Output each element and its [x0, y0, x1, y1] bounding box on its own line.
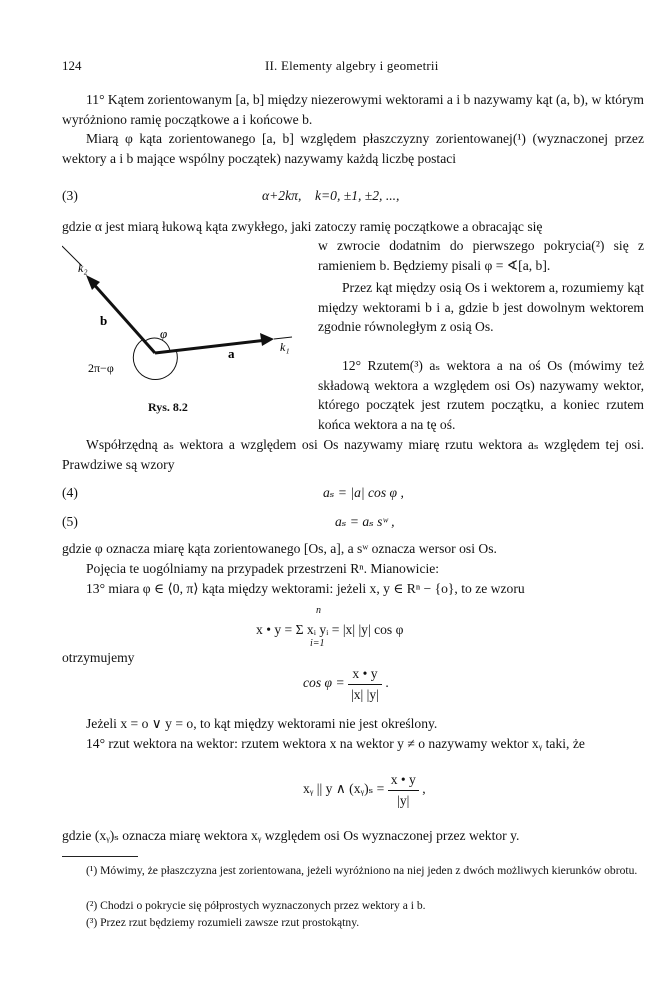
arrowhead-a: [260, 333, 274, 346]
sum-upper-limit: n: [316, 605, 321, 616]
paragraph-projection-measure: gdzie (xᵧ)ₛ oznacza miarę wektora xᵧ względem osi Os wyznaczonej przez wektor y.: [62, 828, 520, 843]
paragraph-wrap-1: w zwrocie dodatnim do pierwszego pokrycia(²) się z ramieniem b. Będziemy pisali φ = ∢[a, b].: [318, 238, 644, 273]
paragraph-alpha: gdzie α jest miarą łukową kąta zwykłego, jaki zatoczy ramię początkowe a obracając się: [62, 219, 543, 234]
label-a: a: [228, 346, 235, 361]
equation-5: aₛ = aₛ sʷ ,: [335, 514, 395, 529]
equation-cosine: [303, 664, 389, 704]
equation-4: aₛ = |a| cos φ ,: [323, 485, 404, 500]
arc-2pi-phi: [133, 340, 177, 380]
figure-angle-diagram: [62, 240, 312, 410]
cosine-end: .: [385, 675, 389, 691]
running-title: II. Elementy algebry i geometrii: [265, 58, 439, 73]
label-k2: k₂: [78, 261, 88, 275]
footnote-rule: [62, 856, 138, 857]
paragraph-undefined: Jeżeli x = o ∨ y = o, to kąt między wektorami nie jest określony.: [86, 716, 438, 731]
paragraph-obtain: otrzymujemy: [62, 650, 135, 665]
sum-lower-limit: i=1: [310, 638, 325, 649]
projection-fraction: [388, 770, 419, 810]
projection-numerator: x • y: [388, 770, 419, 791]
figure-caption: Rys. 8.2: [148, 400, 188, 414]
equation-5-label: (5): [62, 514, 78, 529]
equation-dot-product: x • y = Σ xᵢ yᵢ = |x| |y| cos φ: [256, 622, 404, 637]
label-phi: φ: [160, 326, 168, 341]
ray-k1: [274, 337, 292, 339]
paragraph-generalize: Pojęcia te uogólniamy na przypadek przestrzeni Rⁿ. Mianowicie:: [86, 561, 440, 576]
paragraph-angle-measure: Miarą φ kąta zorientowanego [a, b] względem płaszczyzny zorientowanej(¹) (wyznaczonej przez wektory a i b mające wspólny początek) nazywamy każdą liczbę postaci: [62, 131, 644, 166]
equation-3-label: (3): [62, 188, 78, 203]
cosine-lhs: cos φ =: [303, 675, 345, 691]
equation-4-label: (4): [62, 485, 78, 500]
projection-denominator: |y|: [397, 792, 410, 808]
label-2pi-minus-phi: 2π−φ: [88, 361, 114, 375]
paragraph-14: 14° rzut wektora na wektor: rzutem wektora x na wektor y ≠ o nazywamy wektor xᵧ taki, że: [86, 736, 585, 751]
label-b: b: [100, 313, 108, 328]
paragraph-versor: gdzie φ oznacza miarę kąta zorientowanego [Os, a], a sʷ oznacza wersor osi Os.: [62, 541, 497, 556]
page-number: 124: [62, 58, 82, 73]
paragraph-wrap-axis-angle: Przez kąt między osią Os i wektorem a, rozumiemy kąt między wektorami b i a, gdzie b jest dowolnym wektorem zgodnie równoległym z osią Os.: [318, 280, 644, 335]
paragraph-coordinate: Współrzędną aₛ wektora a względem osi Os nazywamy miarę rzutu wektora aₛ względem tej osi. Prawdziwe są wzory: [62, 437, 644, 472]
projection-lhs: xᵧ || y ∧ (xᵧ)ₛ =: [303, 781, 385, 797]
footnote-2: (²) Chodzi o pokrycie się półprostych wyznaczonych przez wektory a i b.: [86, 899, 426, 912]
cosine-fraction: [348, 664, 382, 704]
vector-a: [155, 340, 267, 353]
paragraph-13: 13° miara φ ∈ ⟨0, π⟩ kąta między wektorami: jeżeli x, y ∈ Rⁿ − {o}, to ze wzoru: [86, 581, 525, 596]
cosine-denominator: |x| |y|: [351, 686, 379, 702]
equation-projection: [303, 770, 426, 810]
paragraph-12-projection: 12° Rzutem(³) aₛ wektora a na oś Os (mówimy też składową wektora a względem osi Os) nazywamy wektor, którego początek jest rzutem początku, a koniec rzutem końca wektora a na tę oś.: [318, 358, 644, 432]
footnote-1: (¹) Mówimy, że płaszczyzna jest zorientowana, jeżeli wyróżniono na niej jeden z dwóch możliwych kierunków obrotu.: [86, 864, 638, 877]
equation-3: α+2kπ, k=0, ±1, ±2, ...,: [262, 188, 400, 203]
cosine-numerator: x • y: [348, 664, 382, 685]
projection-end: ,: [422, 781, 426, 797]
paragraph-11: 11° Kątem zorientowanym [a, b] między niezerowymi wektorami a i b nazywamy kąt (a, b), w którym wyróżniono ramię początkowe a i końcowe b.: [62, 92, 644, 127]
footnote-3: (³) Przez rzut będziemy rozumieli zawsze rzut prostokątny.: [86, 916, 360, 929]
label-k1: k₁: [280, 340, 290, 354]
